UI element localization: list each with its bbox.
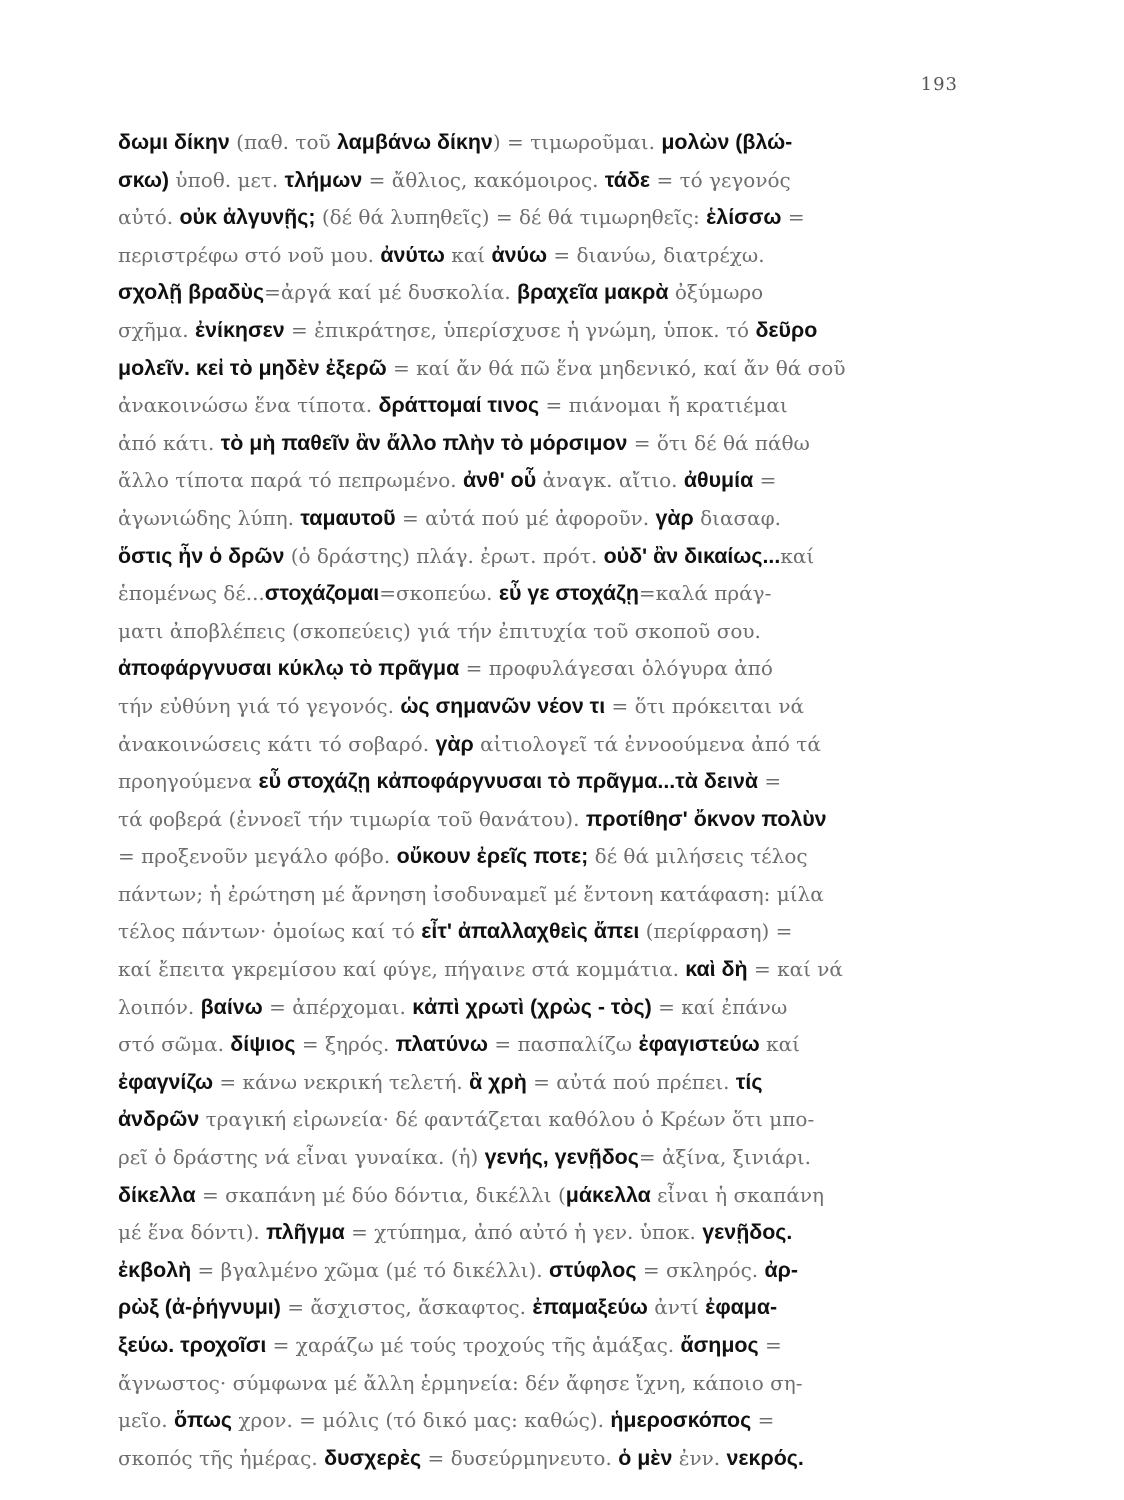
- lemma-term: εὖ γε στοχάζῃ: [498, 581, 639, 606]
- lemma-term: ἀρ-: [764, 1257, 798, 1282]
- lemma-term: σκω): [118, 167, 170, 192]
- gloss-text: = σκαπάνη μέ δύο δόντια, δικέλλι (: [195, 1182, 566, 1207]
- gloss-text: = διανύω, διατρέχω.: [547, 242, 765, 267]
- lemma-term: ὁ μὲν: [618, 1445, 673, 1470]
- lemma-term: ἐφαγνίζω: [118, 1069, 214, 1094]
- text-line: [118, 350, 964, 388]
- lemma-term: μολὼν (βλώ-: [661, 130, 793, 154]
- lemma-term: κἀπὶ χρωτὶ (χρὼς - τὸς): [412, 994, 652, 1019]
- lemma-term: τίς: [735, 1069, 763, 1094]
- text-line: [118, 237, 964, 275]
- gloss-text: αἰτιολογεῖ τά ἐννοούμενα ἀπό τά: [473, 731, 821, 756]
- gloss-text: = πασπαλίζω: [488, 1032, 639, 1057]
- gloss-text: λοιπόν.: [118, 994, 201, 1019]
- gloss-text: = ἄθλιος, κακόμοιρος.: [362, 167, 605, 192]
- lemma-term: πλατύνω: [395, 1032, 488, 1057]
- gloss-text: = τό γεγονός: [650, 167, 791, 192]
- gloss-text: =: [758, 1333, 782, 1357]
- lemma-term: τὸ μὴ παθεῖν ἂν ἄλλο πλὴν τὸ μόρσιμον: [220, 430, 628, 455]
- gloss-text: = πιάνομαι ἤ κρατιέμαι: [539, 393, 788, 418]
- gloss-text: τραγική εἰρωνεία· δέ φαντάζεται καθόλου ὁ Κρέων ὅτι μπο-: [199, 1107, 815, 1132]
- gloss-text: ὀξύμωρο: [668, 280, 764, 305]
- gloss-text: ματι ἀποβλέπεις (σκοπεύεις) γιά τήν ἐπιτυχία τοῦ σκοποῦ σου.: [118, 618, 761, 643]
- lemma-term: ἐπαμαξεύω: [532, 1295, 648, 1320]
- gloss-text: καί: [444, 242, 492, 267]
- lemma-term: γὰρ: [655, 505, 694, 530]
- text-line: [118, 538, 964, 576]
- lemma-term: γενής, γενῇδος: [484, 1145, 639, 1170]
- gloss-text: =: [781, 205, 805, 230]
- text-line: [118, 462, 964, 500]
- gloss-text: δέ θά μιλήσεις τέλος: [588, 844, 808, 869]
- gloss-text: ἀπό κάτι.: [118, 430, 221, 455]
- gloss-text: ἑπομένως δέ...: [118, 581, 265, 606]
- gloss-text: ἄγνωστος· σύμφωνα μέ ἄλλη ἑρμηνεία: δέν ἄφησε ἴχνη, κάποιο ση-: [118, 1370, 803, 1395]
- lemma-term: οὐδ' ἂν δικαίως...: [603, 543, 781, 568]
- lemma-term: καὶ δὴ: [685, 957, 748, 982]
- gloss-text: καί: [780, 543, 815, 568]
- gloss-text: = ὅτι πρόκειται νά: [605, 693, 805, 718]
- gloss-text: εἶναι ἡ σκαπάνη: [650, 1182, 824, 1207]
- lemma-term: οὔκουν ἐρεῖς ποτε;: [396, 844, 589, 869]
- gloss-text: = ὅτι δέ θά πάθω: [627, 430, 810, 455]
- text-line: [118, 1026, 964, 1064]
- lemma-term: σχολῇ βραδὺς: [118, 280, 265, 305]
- text-line: [118, 1139, 964, 1177]
- gloss-text: =σκοπεύω.: [379, 581, 499, 606]
- text-line: [118, 199, 964, 237]
- gloss-text: καί ἔπειτα γκρεμίσου καί φύγε, πήγαινε στά κομμάτια.: [118, 957, 686, 982]
- gloss-text: =: [758, 769, 782, 794]
- lemma-term: ἑλίσσω: [706, 205, 782, 230]
- gloss-text: τά φοβερά (ἐννοεῖ τήν τιμωρία τοῦ θανάτου).: [118, 806, 586, 831]
- lemma-term: δίκελλα: [118, 1182, 196, 1207]
- text-line: [118, 575, 964, 613]
- gloss-text: ἀναγκ. αἴτιο.: [536, 468, 684, 493]
- text-line: [118, 913, 964, 951]
- text-line: [118, 1327, 964, 1365]
- text-line: [118, 876, 964, 914]
- gloss-text: = αὐτά πού μέ ἀφοροῦν.: [395, 505, 656, 530]
- lemma-term: ἄσημος: [680, 1333, 759, 1357]
- text-line: [118, 801, 964, 839]
- lemma-term: γὰρ: [435, 731, 474, 756]
- gloss-text: προηγούμενα: [118, 769, 259, 794]
- lemma-term: ἀθυμία: [683, 468, 754, 493]
- text-line: [118, 763, 964, 801]
- lemma-term: πλῆγμα: [266, 1220, 345, 1245]
- gloss-text: στό σῶμα.: [118, 1032, 231, 1057]
- lemma-term: ταμαυτοῦ: [300, 505, 396, 530]
- gloss-text: =καλά πράγ-: [638, 581, 772, 606]
- lemma-term: οὐκ ἀλγυνῇς;: [179, 205, 316, 230]
- lemma-term: προτίθησ' ὄκνον πολὺν: [585, 806, 827, 831]
- gloss-text: = ἄσχιστος, ἄσκαφτος.: [280, 1295, 533, 1320]
- text-line: [118, 1365, 964, 1403]
- lemma-term: βραχεῖα μακρὰ: [517, 280, 669, 305]
- gloss-text: αὐτό.: [118, 205, 180, 230]
- lemma-term: δωμι δίκην: [118, 130, 230, 154]
- page-number: 193: [920, 74, 958, 95]
- text-line: [118, 1177, 964, 1215]
- gloss-text: = ἀξίνα, ξινιάρι.: [638, 1145, 812, 1170]
- text-line: [118, 1440, 964, 1478]
- gloss-text: ἐνν.: [672, 1445, 727, 1470]
- lemma-term: ἃ χρὴ: [469, 1069, 527, 1094]
- lemma-term: ἡμεροσκόπος: [610, 1408, 752, 1433]
- gloss-text: ἀγωνιώδης λύπη.: [118, 505, 301, 530]
- lemma-term: ἐκβολὴ: [118, 1257, 192, 1282]
- gloss-text: σκοπός τῆς ἡμέρας.: [118, 1445, 325, 1470]
- lemma-term: ἐφαγιστεύω: [638, 1032, 760, 1057]
- gloss-text: = κάνω νεκρική τελετή.: [213, 1069, 470, 1094]
- lemma-term: λαμβάνω δίκην: [337, 130, 493, 154]
- gloss-text: = προξενοῦν μεγάλο φόβο.: [118, 844, 397, 869]
- text-line: [118, 387, 964, 425]
- lemma-term: μολεῖν. κεἰ τὸ μηδὲν ἐξερῶ: [118, 355, 387, 380]
- gloss-text: (παθ. τοῦ: [229, 130, 338, 154]
- lemma-term: ἀποφάργνυσαι κύκλῳ τὸ πρᾶγμα: [118, 656, 460, 681]
- gloss-text: = σκληρός.: [636, 1257, 765, 1282]
- gloss-text: μέ ἕνα δόντι).: [118, 1220, 267, 1245]
- lemma-term: ἐνίκησεν: [194, 317, 285, 342]
- gloss-text: =: [753, 468, 777, 493]
- gloss-text: = αὐτά πού πρέπει.: [526, 1069, 736, 1094]
- gloss-text: = βγαλμένο χῶμα (μέ τό δικέλλι).: [191, 1257, 549, 1282]
- text-line: [118, 1214, 964, 1252]
- text-line: [118, 425, 964, 463]
- lemma-term: ὡς σημανῶν νέον τι: [400, 693, 606, 718]
- lemma-term: ξεύω. τροχοῖσι: [118, 1333, 267, 1357]
- gloss-text: ἀνακοινώσεις κάτι τό σοβαρό.: [118, 731, 436, 756]
- gloss-text: ἀνακοινώσω ἕνα τίποτα.: [118, 393, 379, 418]
- gloss-text: πάντων; ἡ ἐρώτηση μέ ἄρνηση ἰσοδυναμεῖ μέ ἔντονη κατάφαση: μίλα: [118, 881, 824, 906]
- text-line: [118, 1402, 964, 1440]
- gloss-text: τέλος πάντων· ὁμοίως καί τό: [118, 919, 422, 944]
- lemma-term: ὅπως: [173, 1408, 233, 1433]
- gloss-text: = προφυλάγεσαι ὁλόγυρα ἀπό: [459, 656, 773, 681]
- gloss-text: ἄλλο τίποτα παρά τό πεπρωμένο.: [118, 468, 463, 493]
- lemma-term: ἀνδρῶν: [118, 1107, 200, 1132]
- text-line: [118, 650, 964, 688]
- text-line: [118, 613, 964, 651]
- text-line: [118, 274, 964, 312]
- gloss-text: =ἀργά καί μέ δυσκολία.: [264, 280, 518, 305]
- lemma-term: δεῦρο: [755, 317, 818, 342]
- gloss-text: (περίφραση) =: [639, 919, 793, 944]
- gloss-text: ὑποθ. μετ.: [169, 167, 285, 192]
- gloss-text: = καί ἄν θά πῶ ἕνα μηδενικό, καί ἄν θά σοῦ: [386, 355, 846, 380]
- text-line: [118, 312, 964, 350]
- gloss-text: = καί νά: [747, 957, 843, 982]
- gloss-text: (δέ θά λυπηθεῖς) = δέ θά τιμωρηθεῖς:: [315, 205, 707, 230]
- gloss-text: ἀντί: [647, 1295, 706, 1320]
- text-line: [118, 726, 964, 764]
- text-line: [118, 124, 964, 162]
- lemma-term: ρὼξ (ἀ-ῥήγνυμι): [118, 1295, 281, 1320]
- gloss-text: (ὁ δράστης) πλάγ. ἐρωτ. πρότ.: [284, 543, 604, 568]
- text-line: [118, 688, 964, 726]
- gloss-text: ) = τιμωροῦμαι.: [492, 130, 662, 154]
- lemma-term: ἐφαμα-: [705, 1295, 778, 1320]
- gloss-text: ρεῖ ὁ δράστης νά εἶναι γυναίκα. (ἡ): [118, 1145, 485, 1170]
- text-line: [118, 162, 964, 200]
- gloss-text: μεῖο.: [118, 1408, 174, 1433]
- lemma-term: ἀνύτω: [380, 242, 445, 267]
- text-line: [118, 1252, 964, 1290]
- gloss-text: = χαράζω μέ τούς τροχούς τῆς ἁμάξας.: [266, 1333, 681, 1357]
- gloss-text: = δυσεύρμηνευτο.: [421, 1445, 619, 1470]
- lemma-term: νεκρός.: [726, 1445, 804, 1470]
- gloss-text: σχῆμα.: [118, 317, 195, 342]
- lemma-term: βαίνω: [200, 994, 263, 1019]
- lemma-term: δίψιος: [230, 1032, 296, 1057]
- lemma-term: μάκελλα: [565, 1182, 651, 1207]
- lemma-term: δράττομαί τινος: [378, 393, 540, 418]
- gloss-text: = ἀπέρχομαι.: [262, 994, 413, 1019]
- gloss-text: = καί ἐπάνω: [651, 994, 788, 1019]
- lemma-term: στύφλος: [548, 1257, 637, 1282]
- text-line: [118, 500, 964, 538]
- text-line: [118, 989, 964, 1027]
- gloss-text: = ξηρός.: [295, 1032, 396, 1057]
- lemma-term: δυσχερὲς: [324, 1445, 422, 1470]
- lemma-term: εἶτ' ἀπαλλαχθεὶς ἄπει: [421, 919, 640, 944]
- gloss-text: περιστρέφω στό νοῦ μου.: [118, 242, 381, 267]
- text-line: [118, 1064, 964, 1102]
- gloss-text: = ἐπικράτησε, ὑπερίσχυσε ἡ γνώμη, ὑποκ. τό: [284, 317, 756, 342]
- gloss-text: =: [751, 1408, 775, 1433]
- gloss-text: καί: [759, 1032, 800, 1057]
- lemma-term: τάδε: [604, 167, 651, 192]
- commentary-text-block: [118, 124, 964, 1477]
- lemma-term: τλήμων: [284, 167, 363, 192]
- gloss-text: τήν εὐθύνη γιά τό γεγονός.: [118, 693, 401, 718]
- gloss-text: χρον. = μόλις (τό δικό μας: καθώς).: [232, 1408, 611, 1433]
- text-line: [118, 1101, 964, 1139]
- text-line: [118, 1289, 964, 1327]
- lemma-term: γενῇδος.: [702, 1220, 793, 1245]
- text-line: [118, 838, 964, 876]
- lemma-term: ἀνύω: [491, 242, 548, 267]
- lemma-term: ὅστις ἦν ὁ δρῶν: [118, 543, 285, 568]
- lemma-term: στοχάζομαι: [264, 581, 380, 606]
- gloss-text: = χτύπημα, ἀπό αὐτό ἡ γεν. ὑποκ.: [344, 1220, 703, 1245]
- lemma-term: ἀνθ' οὗ: [463, 468, 537, 493]
- lemma-term: εὖ στοχάζῃ κἀποφάργνυσαι τὸ πρᾶγμα...τὰ δεινὰ: [258, 769, 758, 794]
- gloss-text: διασαφ.: [693, 505, 782, 530]
- text-line: [118, 951, 964, 989]
